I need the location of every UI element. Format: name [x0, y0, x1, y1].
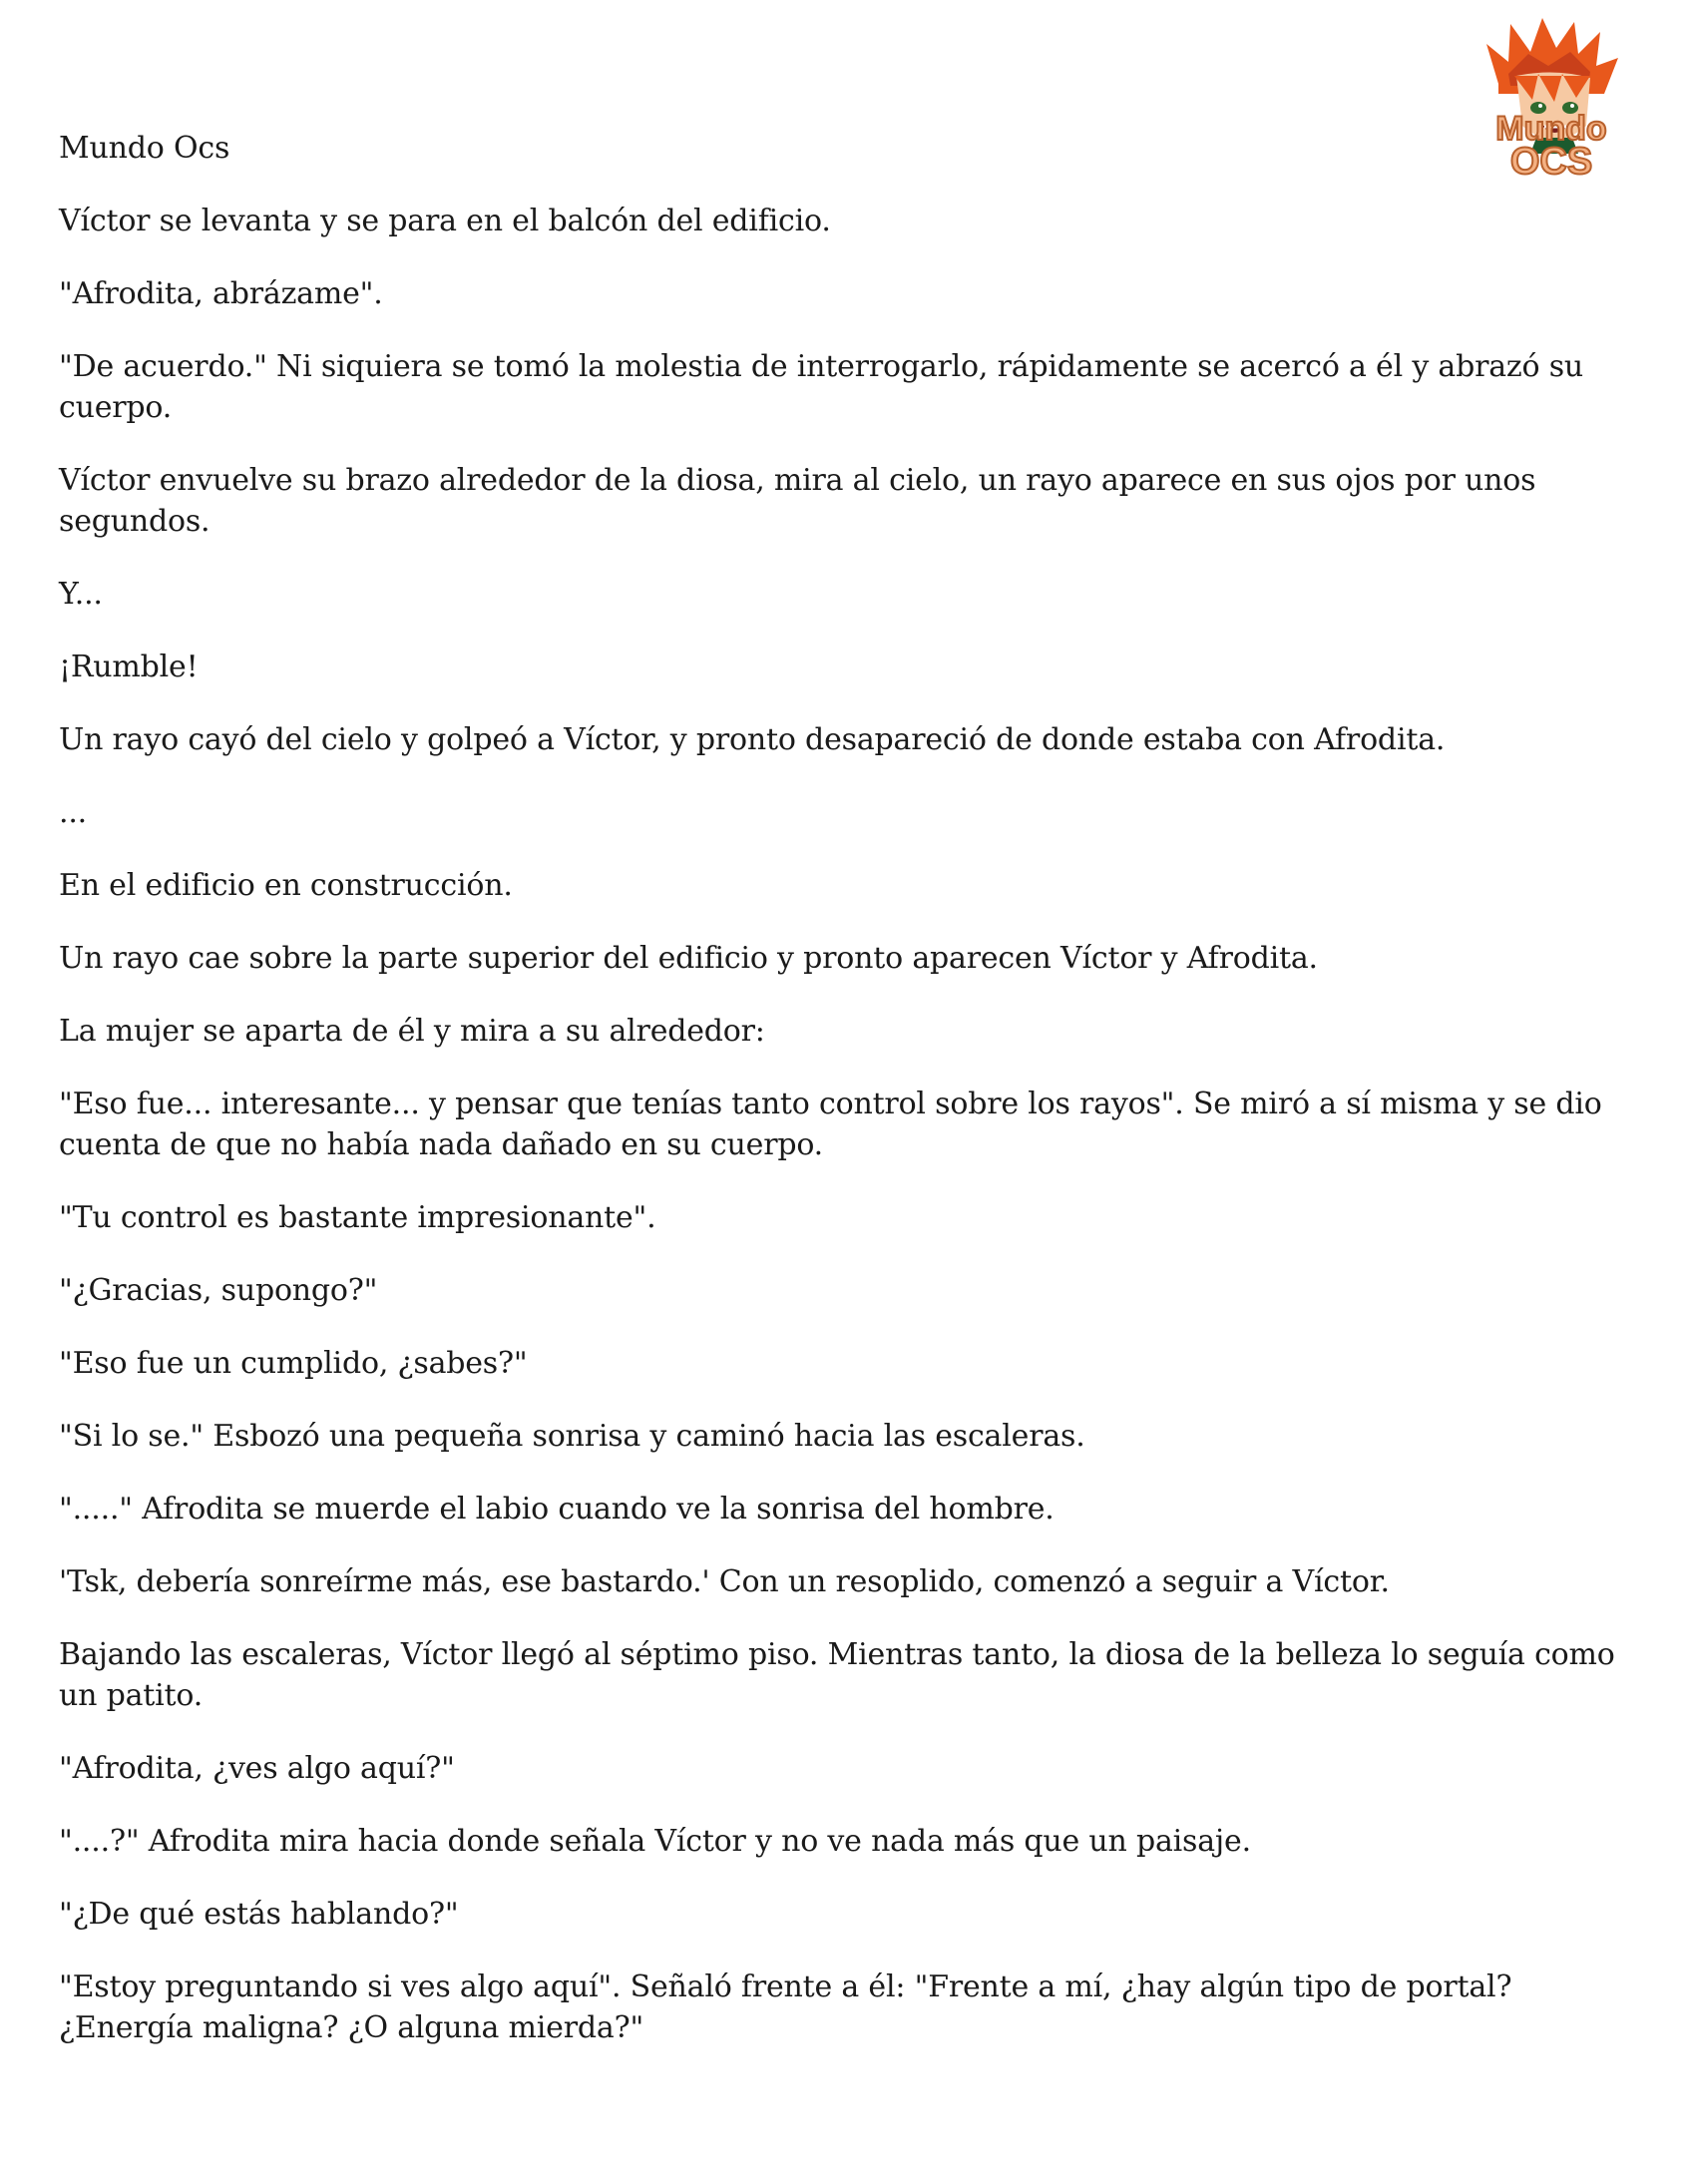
paragraph: Un rayo cae sobre la parte superior del edificio y pronto aparecen Víctor y Afrodita.	[59, 941, 1318, 976]
paragraph: "Si lo se." Esbozó una pequeña sonrisa y caminó hacia las escaleras.	[59, 1419, 1085, 1454]
paragraph: Bajando las escaleras, Víctor llegó al séptimo piso. Mientras tanto, la diosa de la belleza lo seguía como un patito.	[59, 1637, 1615, 1713]
paragraph: "Eso fue... interesante... y pensar que tenías tanto control sobre los rayos". Se miró a sí misma y se dio cuenta de que no había nada dañado en su cuerpo.	[59, 1087, 1602, 1162]
paragraph: "Eso fue un cumplido, ¿sabes?"	[59, 1346, 528, 1381]
paragraph: "Afrodita, ¿ves algo aquí?"	[59, 1751, 455, 1786]
paragraph: "Afrodita, abrázame".	[59, 276, 383, 311]
logo-text-mundo: Mundo	[1495, 110, 1607, 148]
logo-text-ocs: OCS	[1509, 141, 1593, 183]
paragraph: 'Tsk, debería sonreírme más, ese bastardo.' Con un resoplido, comenzó a seguir a Víctor.	[59, 1564, 1390, 1599]
document-body	[59, 128, 1645, 2080]
paragraph: "De acuerdo." Ni siquiera se tomó la molestia de interrogarlo, rápidamente se acercó a él y abrazó su cuerpo.	[59, 349, 1584, 425]
paragraph: En el edificio en construcción.	[59, 868, 513, 903]
paragraph: "Tu control es bastante impresionante".	[59, 1200, 656, 1235]
paragraph: "Estoy preguntando si ves algo aquí". Señaló frente a él: "Frente a mí, ¿hay algún tipo de portal? ¿Energía maligna? ¿O alguna mierda?"	[59, 1969, 1512, 2045]
paragraph: Víctor envuelve su brazo alrededor de la diosa, mira al cielo, un rayo aparece en sus ojos por unos segundos.	[59, 463, 1536, 539]
paragraph: La mujer se aparta de él y mira a su alrededor:	[59, 1014, 765, 1049]
paragraph: "¿Gracias, supongo?"	[59, 1273, 378, 1308]
paragraph: ...	[59, 795, 88, 830]
paragraph: Víctor se levanta y se para en el balcón del edificio.	[59, 204, 831, 238]
paragraph: "....?" Afrodita mira hacia donde señala Víctor y no ve nada más que un paisaje.	[59, 1824, 1251, 1859]
paragraph: "¿De qué estás hablando?"	[59, 1897, 459, 1932]
paragraph: Un rayo cayó del cielo y golpeó a Víctor, y pronto desapareció de donde estaba con Afrodita.	[59, 722, 1446, 757]
paragraph: Mundo Ocs	[59, 131, 230, 166]
paragraph: "....." Afrodita se muerde el labio cuando ve la sonrisa del hombre.	[59, 1492, 1055, 1527]
paragraph: Y...	[59, 577, 103, 612]
paragraph: ¡Rumble!	[59, 650, 199, 684]
